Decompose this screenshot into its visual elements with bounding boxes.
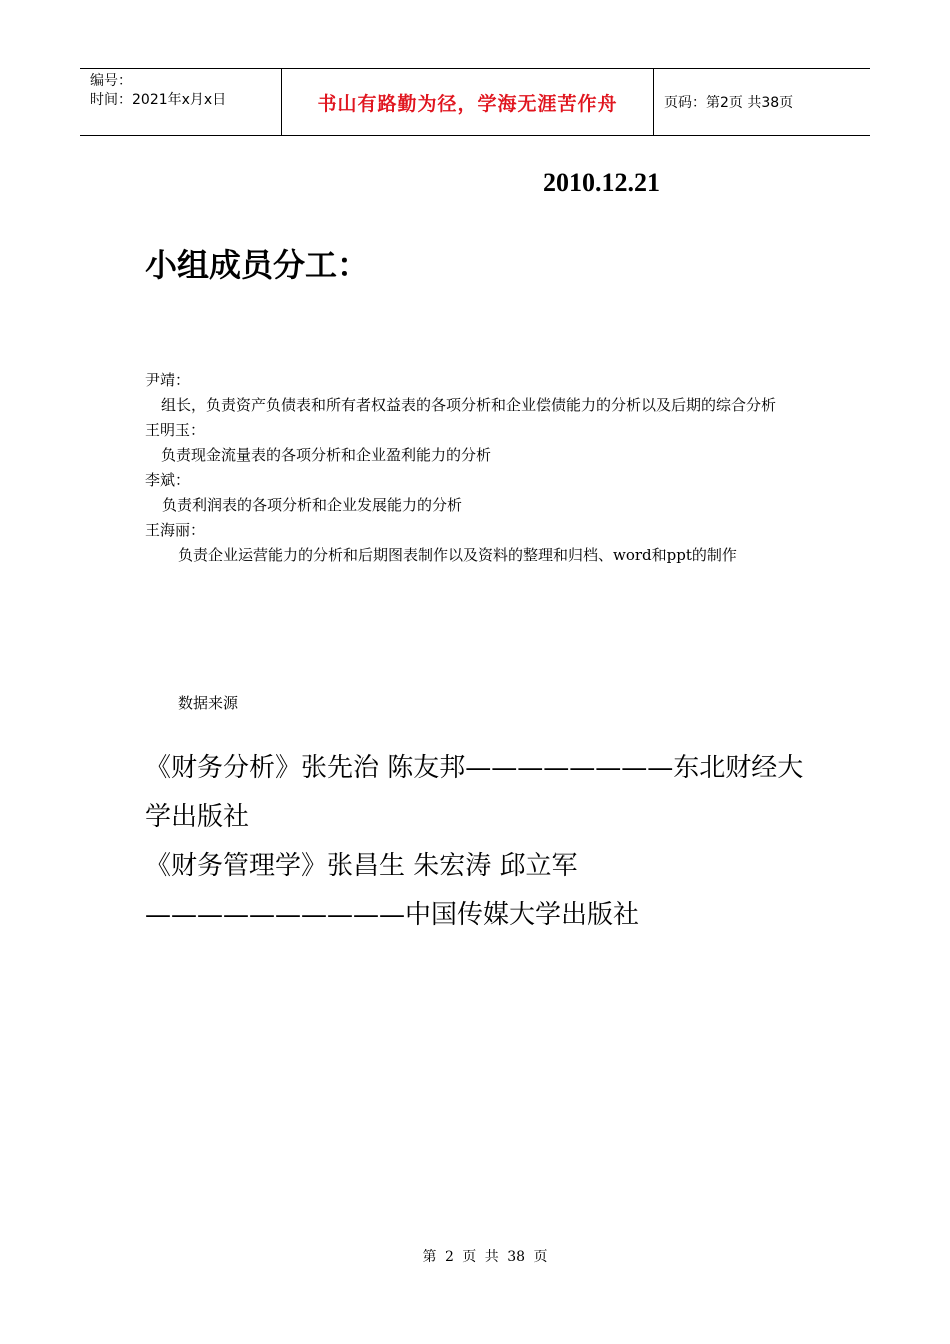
header-page-code: 页码：第2页 共38页 <box>664 95 794 111</box>
member-name: 王明玉： <box>145 421 206 439</box>
time-label: 时间：2021年x月x日 <box>90 92 227 108</box>
page-footer: 第 2 页 共 38 页 <box>422 1249 548 1265</box>
member-duty: 负责利润表的各项分析和企业发展能力的分析 <box>162 496 463 514</box>
document-header <box>80 68 870 136</box>
member-name: 王海丽： <box>145 521 206 539</box>
reference-item: 《财务分析》张先治 陈友邦————————东北财经大学出版社 <box>145 753 804 832</box>
section-title: 小组成员分工： <box>145 246 370 284</box>
member-name: 李斌： <box>145 471 191 489</box>
reference-list <box>145 744 810 940</box>
header-info-cell <box>80 69 282 135</box>
document-date: 2010.12.21 <box>543 168 660 197</box>
member-name: 尹靖： <box>145 371 191 389</box>
reference-item: 《财务管理学》张昌生 朱宏涛 邱立军——————————中国传媒大学出版社 <box>145 851 640 930</box>
header-motto: 书山有路勤为径，学海无涯苦作舟 <box>282 69 654 135</box>
member-list <box>145 368 815 568</box>
member-duty: 负责现金流量表的各项分析和企业盈利能力的分析 <box>161 446 492 464</box>
data-source-label: 数据来源 <box>178 694 239 712</box>
member-duty: 组长，负责资产负债表和所有者权益表的各项分析和企业偿债能力的分析以及后期的综合分析 <box>161 396 777 414</box>
number-label: 编号： <box>90 73 132 89</box>
member-duty: 负责企业运营能力的分析和后期图表制作以及资料的整理和归档、word和ppt的制作 <box>178 546 737 564</box>
